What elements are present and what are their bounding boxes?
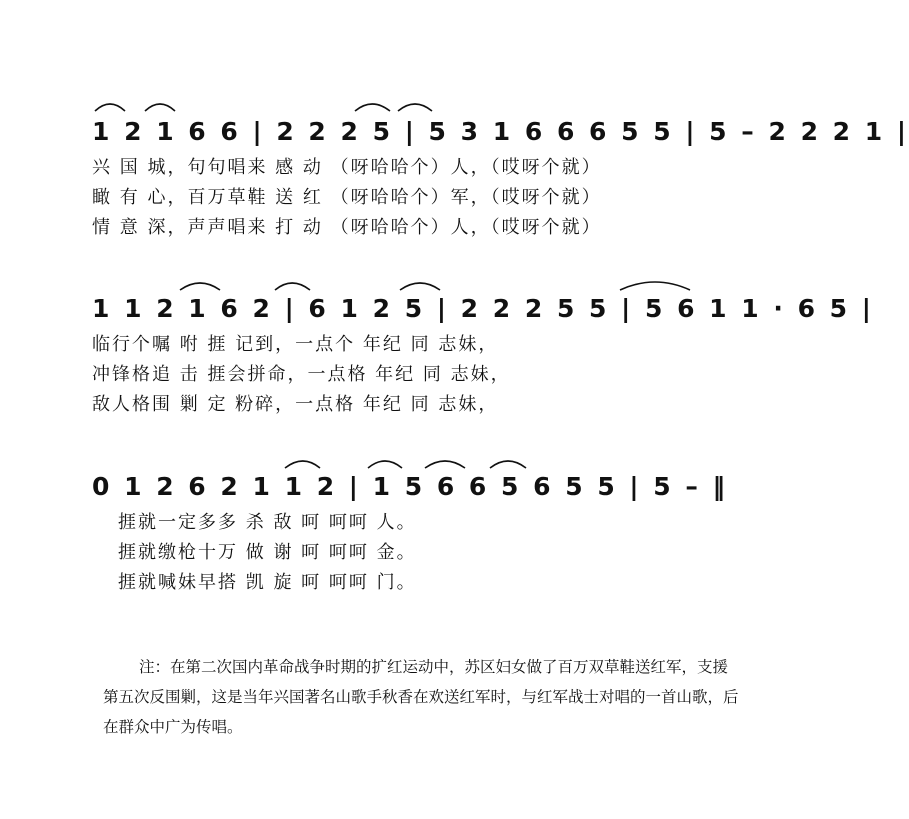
- lyric-verse-1: 捱就一定多多 杀 敌 呵 呵呵 人。: [118, 512, 417, 533]
- lyric-verse-2: 冲锋格追 击 捱会拼命，一点格 年纪 同 志妹，: [92, 364, 511, 385]
- notation-line: 0 1 2 6 2 1 1 2 | 1 5 6 6 5 6 5 5 | 5 – ‖: [92, 472, 729, 501]
- lyric-verse-2: 瞰 有 心，百万草鞋 送 红 （呀哈哈个）军，（哎呀个就）: [92, 187, 602, 208]
- lyric-verse-1: 临行个嘱 咐 捱 记到，一点个 年纪 同 志妹，: [92, 334, 499, 355]
- lyric-verse-1: 兴 国 城，句句唱来 感 动 （呀哈哈个）人，（哎呀个就）: [92, 157, 602, 178]
- lyric-verse-2: 捱就缴枪十万 做 谢 呵 呵呵 金。: [118, 542, 417, 563]
- lyric-verse-3: 捱就喊妹早搭 凯 旋 呵 呵呵 门。: [118, 572, 417, 593]
- footnote: 注：在第二次国内革命战争时期的扩红运动中，苏区妇女做了百万双草鞋送红军，支援第五次反围剿，这是当年兴国著名山歌手秋香在欢送红军时，与红军战士对唱的一首山歌，后在群众中广为传唱。: [103, 658, 739, 736]
- notation-line: 1 2 1 6 6 | 2 2 2 5 | 5 3 1 6 6 6 5 5 | 5 – 2 2 2 1 |: [92, 117, 909, 146]
- lyric-verse-3: 敌人格围 剿 定 粉碎，一点格 年纪 同 志妹，: [92, 394, 499, 415]
- lyric-verse-3: 情 意 深，声声唱来 打 动 （呀哈哈个）人，（哎呀个就）: [92, 217, 602, 238]
- notation-line: 1 1 2 1 6 2 | 6 1 2 5 | 2 2 2 5 5 | 5 6 1 1 · 6 5 |: [92, 294, 874, 323]
